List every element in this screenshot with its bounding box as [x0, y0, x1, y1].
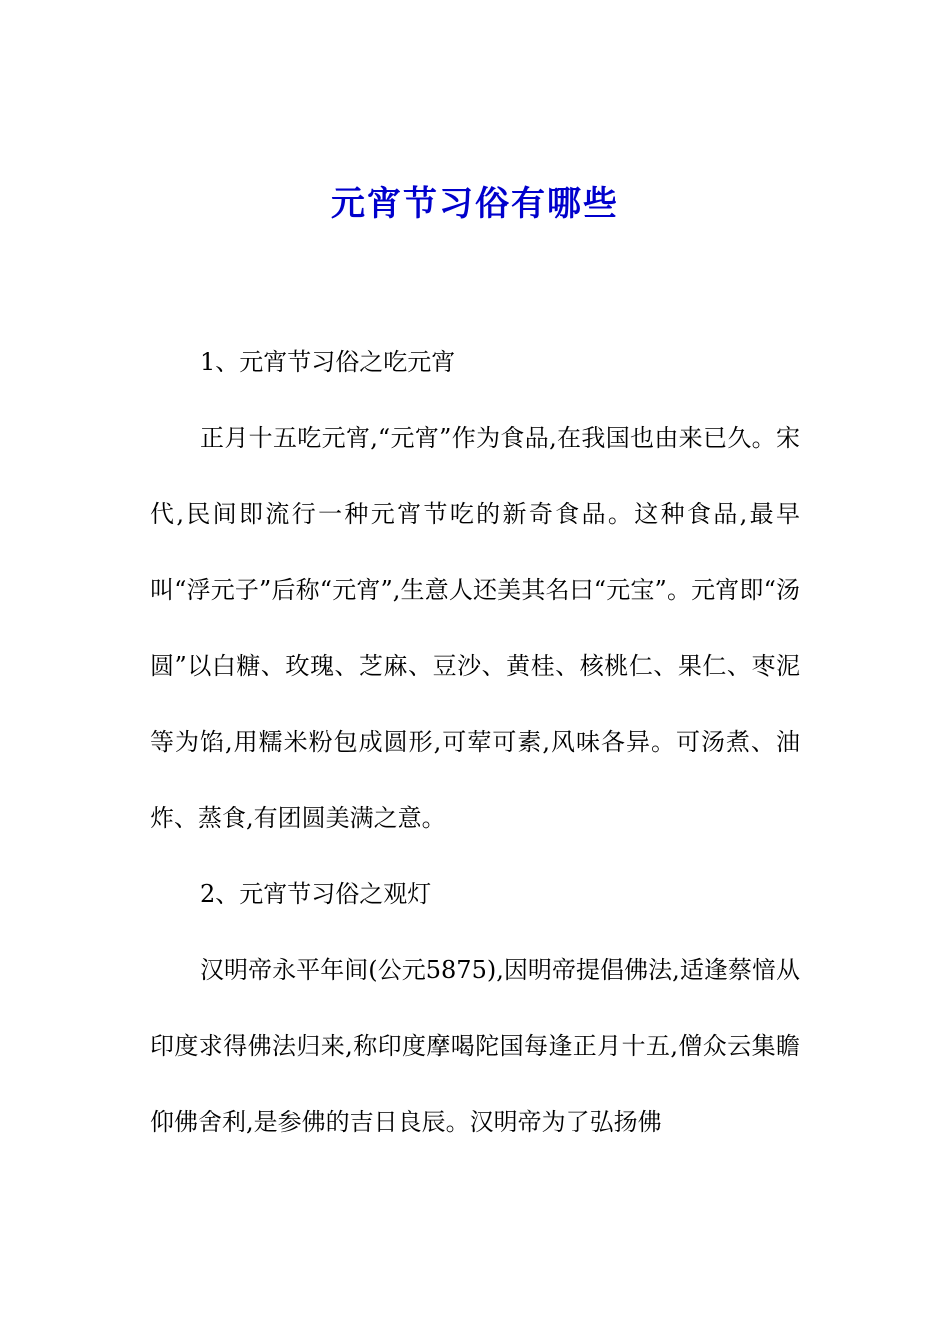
- section-heading-2: 2、元宵节习俗之观灯: [200, 880, 432, 908]
- body-paragraph-1: 正月十五吃元宵,“元宵”作为食品,在我国也由来已久。宋代,民间即流行一种元宵节吃的新奇食品。这种食品,最早叫“浮元子”后称“元宵”,生意人还美其名曰“元宝”。元宵即“汤圆”以白糖、玫瑰、芝麻、豆沙、黄桂、核桃仁、果仁、枣泥等为馅,用糯米粉包成圆形,可荤可素,风味各异。可汤煮、油炸、蒸食,有团圆美满之意。: [150, 424, 800, 832]
- document-body: [150, 324, 800, 1160]
- document-title: 元宵节习俗有哪些: [331, 184, 619, 224]
- body-paragraph-2: 汉明帝永平年间(公元5875),因明帝提倡佛法,适逢蔡愔从印度求得佛法归来,称印度摩喝陀国每逢正月十五,僧众云集瞻仰佛舍利,是参佛的吉日良辰。汉明帝为了弘扬佛: [150, 956, 800, 1136]
- section-heading-1: 1、元宵节习俗之吃元宵: [200, 348, 456, 376]
